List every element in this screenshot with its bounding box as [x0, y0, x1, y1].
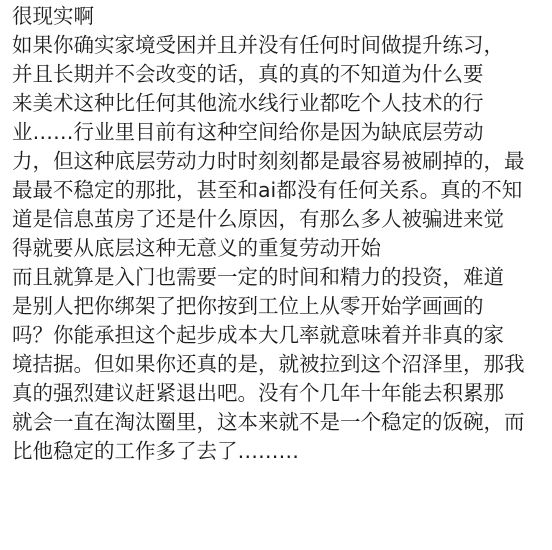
post-line: 最最不稳定的那批，甚至和ai都没有任何关系。真的不知: [12, 178, 523, 202]
post-line: 很现实啊: [12, 4, 94, 28]
post-line: 业……行业里目前有这种空间给你是因为缺底层劳动: [12, 120, 484, 144]
post-line: 而且就算是入门也需要一定的时间和精力的投资，难道: [12, 265, 504, 289]
post-line: 如果你确实家境受困并且并没有任何时间做提升练习，: [12, 33, 504, 57]
post-line: 境拮据。但如果你还真的是，就被拉到这个沼泽里，那我: [12, 352, 525, 376]
post-line: 力，但这种底层劳动力时时刻刻都是最容易被刷掉的，最: [12, 149, 525, 173]
post-line: 并且长期并不会改变的话，真的真的不知道为什么要: [12, 62, 484, 86]
post-line: 道是信息茧房了还是什么原因，有那么多人被骗进来觉: [12, 207, 504, 231]
post-line: 是别人把你绑架了把你按到工位上从零开始学画画的: [12, 294, 484, 318]
post-line: 真的强烈建议赶紧退出吧。没有个几年十年能去积累那: [12, 381, 504, 405]
post-line: 吗？你能承担这个起步成本大几率就意味着并非真的家: [12, 323, 504, 347]
post-line: 得就要从底层这种无意义的重复劳动开始: [12, 236, 381, 260]
post-line: 就会一直在淘汰圈里，这本来就不是一个稳定的饭碗，而: [12, 410, 525, 434]
post-line: 来美术这种比任何其他流水线行业都吃个人技术的行: [12, 91, 484, 115]
post-line: 比他稳定的工作多了去了………: [12, 439, 299, 463]
